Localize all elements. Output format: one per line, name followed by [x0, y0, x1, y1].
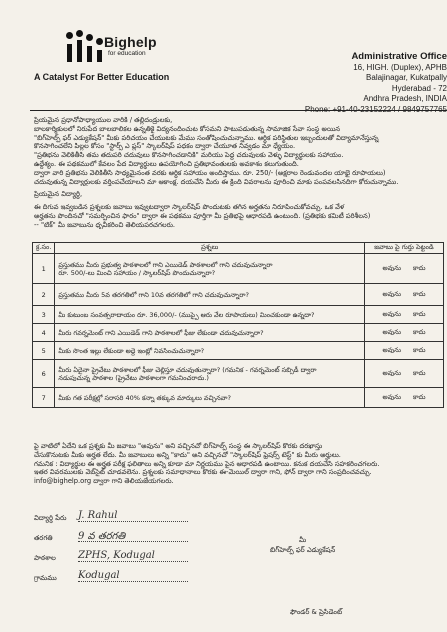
answer-cell[interactable] [365, 388, 444, 408]
signature-block [270, 535, 335, 555]
row-question: మీరు గవర్నమెంట్ గాని ఎయిడెడ్ గాని పాఠశాలలో ఫీజు లేకుండా చదువుచున్నారా? [55, 324, 365, 342]
answer-yes[interactable]: అవును [382, 327, 401, 336]
answer-no[interactable]: కాదు [413, 289, 426, 298]
table-row [33, 254, 444, 284]
answer-no[interactable]: కాదు [413, 345, 426, 354]
question-text: ప్రస్తుతము మీరు ప్రభుత్వ పాఠశాలలో గాని ఎయిడెడ్ పాఠశాలలో గాని చదువుచున్నారా [58, 260, 273, 269]
row-number: 1 [33, 254, 55, 284]
eligibility-table [32, 242, 444, 408]
student-name-field[interactable] [34, 510, 204, 526]
class-value[interactable]: 9 వ తరగతి [78, 531, 126, 542]
intro-paragraph [34, 116, 443, 186]
closing-line: info@bighelp.org ద్వారా గాని తెలియజేయగలరు. [34, 477, 174, 486]
table-row [33, 360, 444, 388]
office-address [247, 52, 447, 115]
village-value[interactable]: Kodugal [78, 570, 120, 581]
row-question [55, 254, 365, 284]
intro-line: చదువుతున్న విద్యార్థులకు వర్తింపచేయాలని మా ఆకాంక్ష. దయచేసి మీరు ఈ క్రింది వివరాలను పూరించి మాకు పంపవలసినదిగా కోరుచున్నాము. [34, 177, 399, 186]
closing-line: పై వాటిలో ఏదేని ఒక ప్రశ్నకు మీ జవాబు "అవును" అని వచ్చినచో బిగ్‌హెల్ప్ సంస్థ ఈ స్కాలర్‌షిప్ కొరకు దరఖాస్తు [34, 442, 323, 450]
header-divider [30, 110, 447, 111]
address-line: Hyderabad - 72 [391, 83, 447, 93]
student-name-label: విద్యార్థి పేరు [34, 514, 67, 522]
intro-line: ఉద్దేశ్యం. ఈ పథకములో కేవలం పేద విద్యార్థులు ఉపయోగించి ప్రతిభావంతులకు అవకాశం కలుగుతుంది. [34, 159, 299, 168]
answer-yes[interactable]: అవును [382, 345, 401, 354]
row-question: ప్రస్తుతము మీరు 5వ తరగతిలో గాని 10వ తరగతిలో గాని చదువుచున్నారా? [55, 284, 365, 306]
table-header-row [33, 243, 444, 254]
answer-yes[interactable]: అవును [382, 263, 401, 272]
dotted-line [78, 581, 188, 582]
answer-no[interactable]: కాదు [413, 309, 426, 318]
answer-cell[interactable] [365, 306, 444, 324]
brand-name: Bighelp [104, 34, 157, 50]
intro-line: ప్రియమైన ప్రధానోపాధ్యాయుల వారికి / తల్లిదండ్రులకు, [34, 116, 173, 124]
answer-cell[interactable] [365, 342, 444, 360]
column-header-question: ప్రశ్నలు [55, 243, 365, 254]
answer-yes[interactable]: అవును [382, 368, 401, 377]
table-row [33, 342, 444, 360]
dotted-line [78, 541, 188, 542]
row-question: మీకు సొంత ఇల్లు లేకుండా అద్దె ఇంట్లో నివసించుచున్నారా? [55, 342, 365, 360]
intro-line: "ప్రతిభను వెలికితీసి తమ తదుపరి చదువులు కొనసాగించడానికి" మరియు పెద్ద చదువులకు వెళ్ళు విద్యార్థులకు సహాయం. [34, 151, 344, 160]
tagline: A Catalyst For Better Education [34, 72, 170, 82]
answer-cell[interactable] [365, 324, 444, 342]
row-number: 3 [33, 306, 55, 324]
answer-yes[interactable]: అవును [382, 392, 401, 401]
answer-yes[interactable]: అవును [382, 289, 401, 298]
instruction-line: అర్హతను పొందినచో "సమర్పించిన ఫారం" ద్వారా ఈ పథకము పూర్తిగా మీ ప్రతిభపై ఆధారపడి ఉంటుంది. (ప్రతిభకు కమిటీ పరిశీలన) [34, 211, 371, 220]
closing-line: చేసుకొనుటకు మీకు అర్హత లేదు. మీ జవాబులు అన్ని "కాదు" అని వచ్చినచో "స్కాలర్‌షిప్ ఫ్రెషర్స్ టెస్ట్" కు మీరు అర్హులు. [34, 450, 341, 459]
answer-no[interactable]: కాదు [413, 392, 426, 401]
brand-subtitle: for education [108, 50, 146, 57]
answer-no[interactable]: కాదు [413, 368, 426, 377]
address-line: Andhra Pradesh, INDIA [363, 94, 447, 103]
row-number: 6 [33, 360, 55, 388]
intro-line: బాలకార్మికులలో నిరుపేద బాలబాలికల ఉన్నతికై విద్యనందించుట కోసమని పాటుపడుతున్న సామాజిక సేవా సంస్థ అయిన [34, 124, 341, 133]
answer-yes[interactable]: అవును [382, 309, 401, 318]
table-row [33, 324, 444, 342]
address-line: Balajinagar, Kukatpally [366, 73, 447, 82]
instruction-paragraph [34, 203, 443, 229]
intro-line: "బిగ్‌హెల్ప్ ఫర్ ఎడ్యుకేషన్" మీకు పరిచయం చేయుటకు మేము సంతోషించుచున్నాము. ఆర్థిక పరిస్థితుల ఇబ్బందులతో విద్యామానేస్తున్న [34, 133, 379, 142]
table-row [33, 388, 444, 408]
school-label: పాఠశాల [34, 554, 56, 562]
village-label: గ్రామము [34, 574, 57, 582]
sign-org: బిగ్‌హెల్ప్ ఫర్ ఎడ్యుకేషన్ [270, 546, 336, 554]
closing-line: గమనిక : విద్యార్థుల ఈ అర్హత పరీక్ష ఫలితాలు అన్ని కూడా మా నిర్ణయము పైన ఆధారపడి ఉంటాయి. కనుక దయచేసి సహకరించగలరు. [34, 459, 380, 468]
question-text: రూ. 500/-లు మించి సహాయం / స్కాలర్‌షిప్ పొందుచున్నారా? [58, 268, 216, 277]
answer-cell[interactable] [365, 360, 444, 388]
sign-line: మీ [299, 536, 307, 544]
class-field[interactable] [34, 530, 204, 546]
answer-no[interactable]: కాదు [413, 263, 426, 272]
answer-cell[interactable] [365, 254, 444, 284]
column-header-number: క్ర.సం. [33, 243, 55, 254]
school-field[interactable] [34, 550, 204, 566]
address-office: Administrative Office [351, 51, 447, 62]
question-text: నడుపుచున్న పాఠశాల (ప్రైవేటు పాఠశాలగా గమనించరాదు.) [58, 373, 209, 382]
founder-title: ఫౌండర్ & ప్రెసిడెంట్ [290, 608, 343, 616]
column-header-answer: జవాబు పై గుర్తు పెట్టండి [365, 243, 444, 254]
row-number: 4 [33, 324, 55, 342]
class-label: తరగతి [34, 534, 53, 542]
instruction-line: ఈ దిగువ ఇవ్వబడిన ప్రశ్నలకు జవాబు ఇవ్వుటద్వారా స్కాలర్‌షిప్ పొందుటకు తగిన అర్హతను నిరూపించుకోవచ్చు. ఒక వేళ [34, 203, 345, 211]
address-line: 16, HIGH. (Duplex), APHB [353, 62, 447, 72]
answer-cell[interactable] [365, 284, 444, 306]
table-row [33, 284, 444, 306]
intro-line: కొనసాగించలేని పిల్లల కోసం "స్టార్స్ ఎ ప్లస్" స్కాలర్‌షిప్ పధకం ద్వారా చేయూత నివ్వడం మా ధ్యేయం. [34, 142, 296, 151]
row-number: 7 [33, 388, 55, 408]
school-value[interactable]: ZPHS, Kodugal [78, 550, 155, 561]
student-name-value[interactable]: J. Rahul [78, 510, 118, 521]
closing-paragraph [34, 442, 443, 486]
row-number: 5 [33, 342, 55, 360]
closing-line: ఇతర వివరములకు వెబ్‌సైట్ చూడవలెను. ప్రశ్నలకు సమాధానాలు కొరకు ఈ-మెయిల్ ద్వారా గాని, ఫోన్ ద్వారా గాని సంప్రదించవచ్చు. [34, 468, 372, 477]
question-text: మీరు ఏదైనా ప్రైవేటు పాఠశాలలో ఫీజు చెల్లిస్తూ చదువుతున్నారా? (గమనిక - గవర్నమెంట్ సబ్సిడీ ద్వారా [58, 365, 317, 374]
row-question: మీకు గత పరీక్షల్లో సరాసరి 40% కన్నా తక్కువ మార్కులు వచ్చినవా? [55, 388, 365, 408]
intro-line: ద్వారా వారి ప్రతిభను వెలికితీసి సాధ్యమైనంత వరకు ఆర్థిక సహాయం అందిస్తాము. రూ. 250/- (అక్షరాల రెండువందల యాభై రూపాయలు) [34, 168, 386, 177]
address-phone: Phone: +91-40-23152224 / 9849757765 [304, 104, 447, 114]
row-number: 2 [33, 284, 55, 306]
village-field[interactable] [34, 570, 204, 586]
greeting-text: ప్రియమైన విద్యార్థి, [34, 190, 83, 198]
student-greeting [34, 190, 443, 199]
answer-no[interactable]: కాదు [413, 327, 426, 336]
table-row [33, 306, 444, 324]
dotted-line [78, 561, 188, 562]
instruction-line: -- "టిక్" మీ జవాబును ధృవీకరించి తెలియపరచగలరు. [34, 220, 176, 229]
row-question: మీ కుటుంబ సంవత్సరాదాయం రూ. 36,000/- (ముప్పై ఆరు వేల రూపాయలు) మించకుండా ఉన్నదా? [55, 306, 365, 324]
dotted-line [78, 521, 188, 522]
row-question [55, 360, 365, 388]
